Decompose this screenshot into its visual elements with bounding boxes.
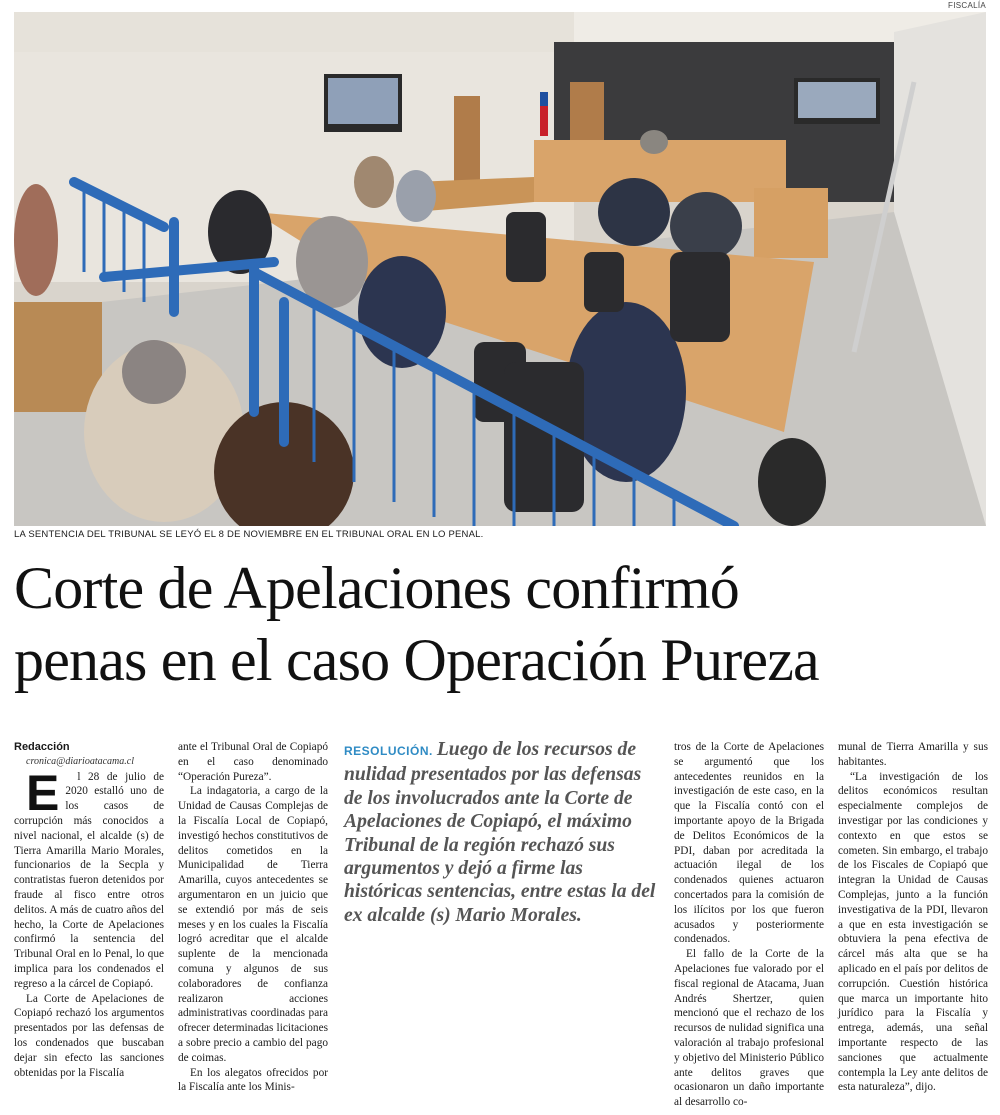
photo-credit: FISCALÍA [948, 1, 986, 10]
article-column-2 [178, 740, 328, 1095]
paragraph: ante el Tribunal Oral de Copiapó en el caso denominado “Operación Pureza”. [178, 741, 328, 783]
headline-line-2: penas en el caso Operación Pureza [14, 627, 819, 693]
paragraph: “La investigación de los delitos económicos resultan especialmente complejos de investigar por las condiciones y contexto en que estos se cometen. Sin embargo, el trabajo de los Fiscales de Copiapó que integran la Unidad de Causas Complejas, junto a la función investigativa de la PDI, llevaron a que en esta investigación se obtuviera la pena efectiva de cárcel más alta que se ha aplicado en el país por delitos de corrupción. Cuestión histórica que marca un importante hito jurídico para la Fiscalía y entrega, además, una señal importante respecto de las sanciones que actualmente contempla la Ley ante delitos de esta naturaleza”, dijo. [838, 770, 988, 1094]
byline-author: Redacción [14, 741, 70, 753]
photo-caption: LA SENTENCIA DEL TRIBUNAL SE LEYÓ EL 8 DE NOVIEMBRE EN EL TRIBUNAL ORAL EN LO PENAL. [14, 529, 484, 540]
highlight-label: RESOLUCIÓN. [344, 744, 433, 758]
paragraph: En los alegatos ofrecidos por la Fiscalía ante los Minis- [178, 1066, 328, 1094]
dropcap: E [26, 764, 60, 821]
paragraph [14, 764, 164, 992]
headline [14, 552, 994, 696]
courtroom-photo [14, 12, 986, 526]
courtroom-illustration [14, 12, 986, 526]
article-column-4 [838, 740, 988, 1095]
paragraph: La indagatoria, a cargo de la Unidad de Causas Complejas de la Fiscalía Local de Copiapó, investigó hechos constitutivos de delitos cometidos en la Municipalidad de Tierra Amarilla, cuyos antecedentes se argumentaron en un juicio que se extendió por más de seis meses y en los cuales la Fiscalía logró acreditar que el alcalde suplente de la mencionada comuna y algunos de sus colaboradores de confianza realizaron acciones administrativas coordinadas para ofrecer determinadas licitaciones a sobre precio a cambio del pago de coimas. [178, 785, 328, 1064]
article-column-1 [14, 740, 164, 1080]
paragraph: munal de Tierra Amarilla y sus habitantes. [838, 741, 988, 768]
paragraph-text: l 28 de julio de 2020 estalló uno de los casos de corrupción más conocidos a nivel nacional, el alcalde (s) de Tierra Amarilla Mario Morales, funcionarios de la Secpla y contratistas fueron detenidos por fraude al fisco entre otros delitos. A más de cuatro años del hecho, la Corte de Apelaciones confirmó la sentencia del Tribunal Oral en lo Penal, lo que implica para los condenados el regreso a la cárcel de Copiapó. [14, 770, 164, 990]
headline-line-1: Corte de Apelaciones confirmó [14, 555, 739, 621]
article-column-3 [674, 740, 824, 1110]
paragraph: El fallo de la Corte de la Apelaciones fue valorado por el fiscal regional de Atacama, Juan Andrés Shertzer, quien mencionó que el rechazo de los recursos de nulidad significa una valoración al trabajo profesional y objetivo del Ministerio Público ante delitos graves que ocasionaron un daño importante al desarrollo co- [674, 948, 824, 1109]
paragraph: La Corte de Apelaciones de Copiapó rechazó los argumentos presentados por las defensas de los condenados que buscaban dejar sin efecto las sanciones obtenidas por la Fiscalía [14, 992, 164, 1079]
highlight-text: Luego de los recursos de nulidad presentados por las defensas de los involucrados ante la Corte de Apelaciones de Copiapó, el máximo Tribunal de la región rechazó sus argumentos y dejó a firme las históricas sentencias, entre estas la del ex alcalde (s) Mario Morales. [344, 739, 656, 926]
byline-email: cronica@diarioatacama.cl [26, 755, 134, 767]
highlight-summary [344, 738, 660, 927]
paragraph: tros de la Corte de Apelaciones se argumentó que los antecedentes reunidos en la investigación de este caso, en la que la Fiscalía contó con el importante apoyo de la Brigada de Delitos Económicos de la PDI, daban por acreditada la actuación ilegal de los condenados quienes actuaron concertados para la comisión de los ilícitos por los que fueron acusados y posteriormente condenados. [674, 741, 824, 946]
